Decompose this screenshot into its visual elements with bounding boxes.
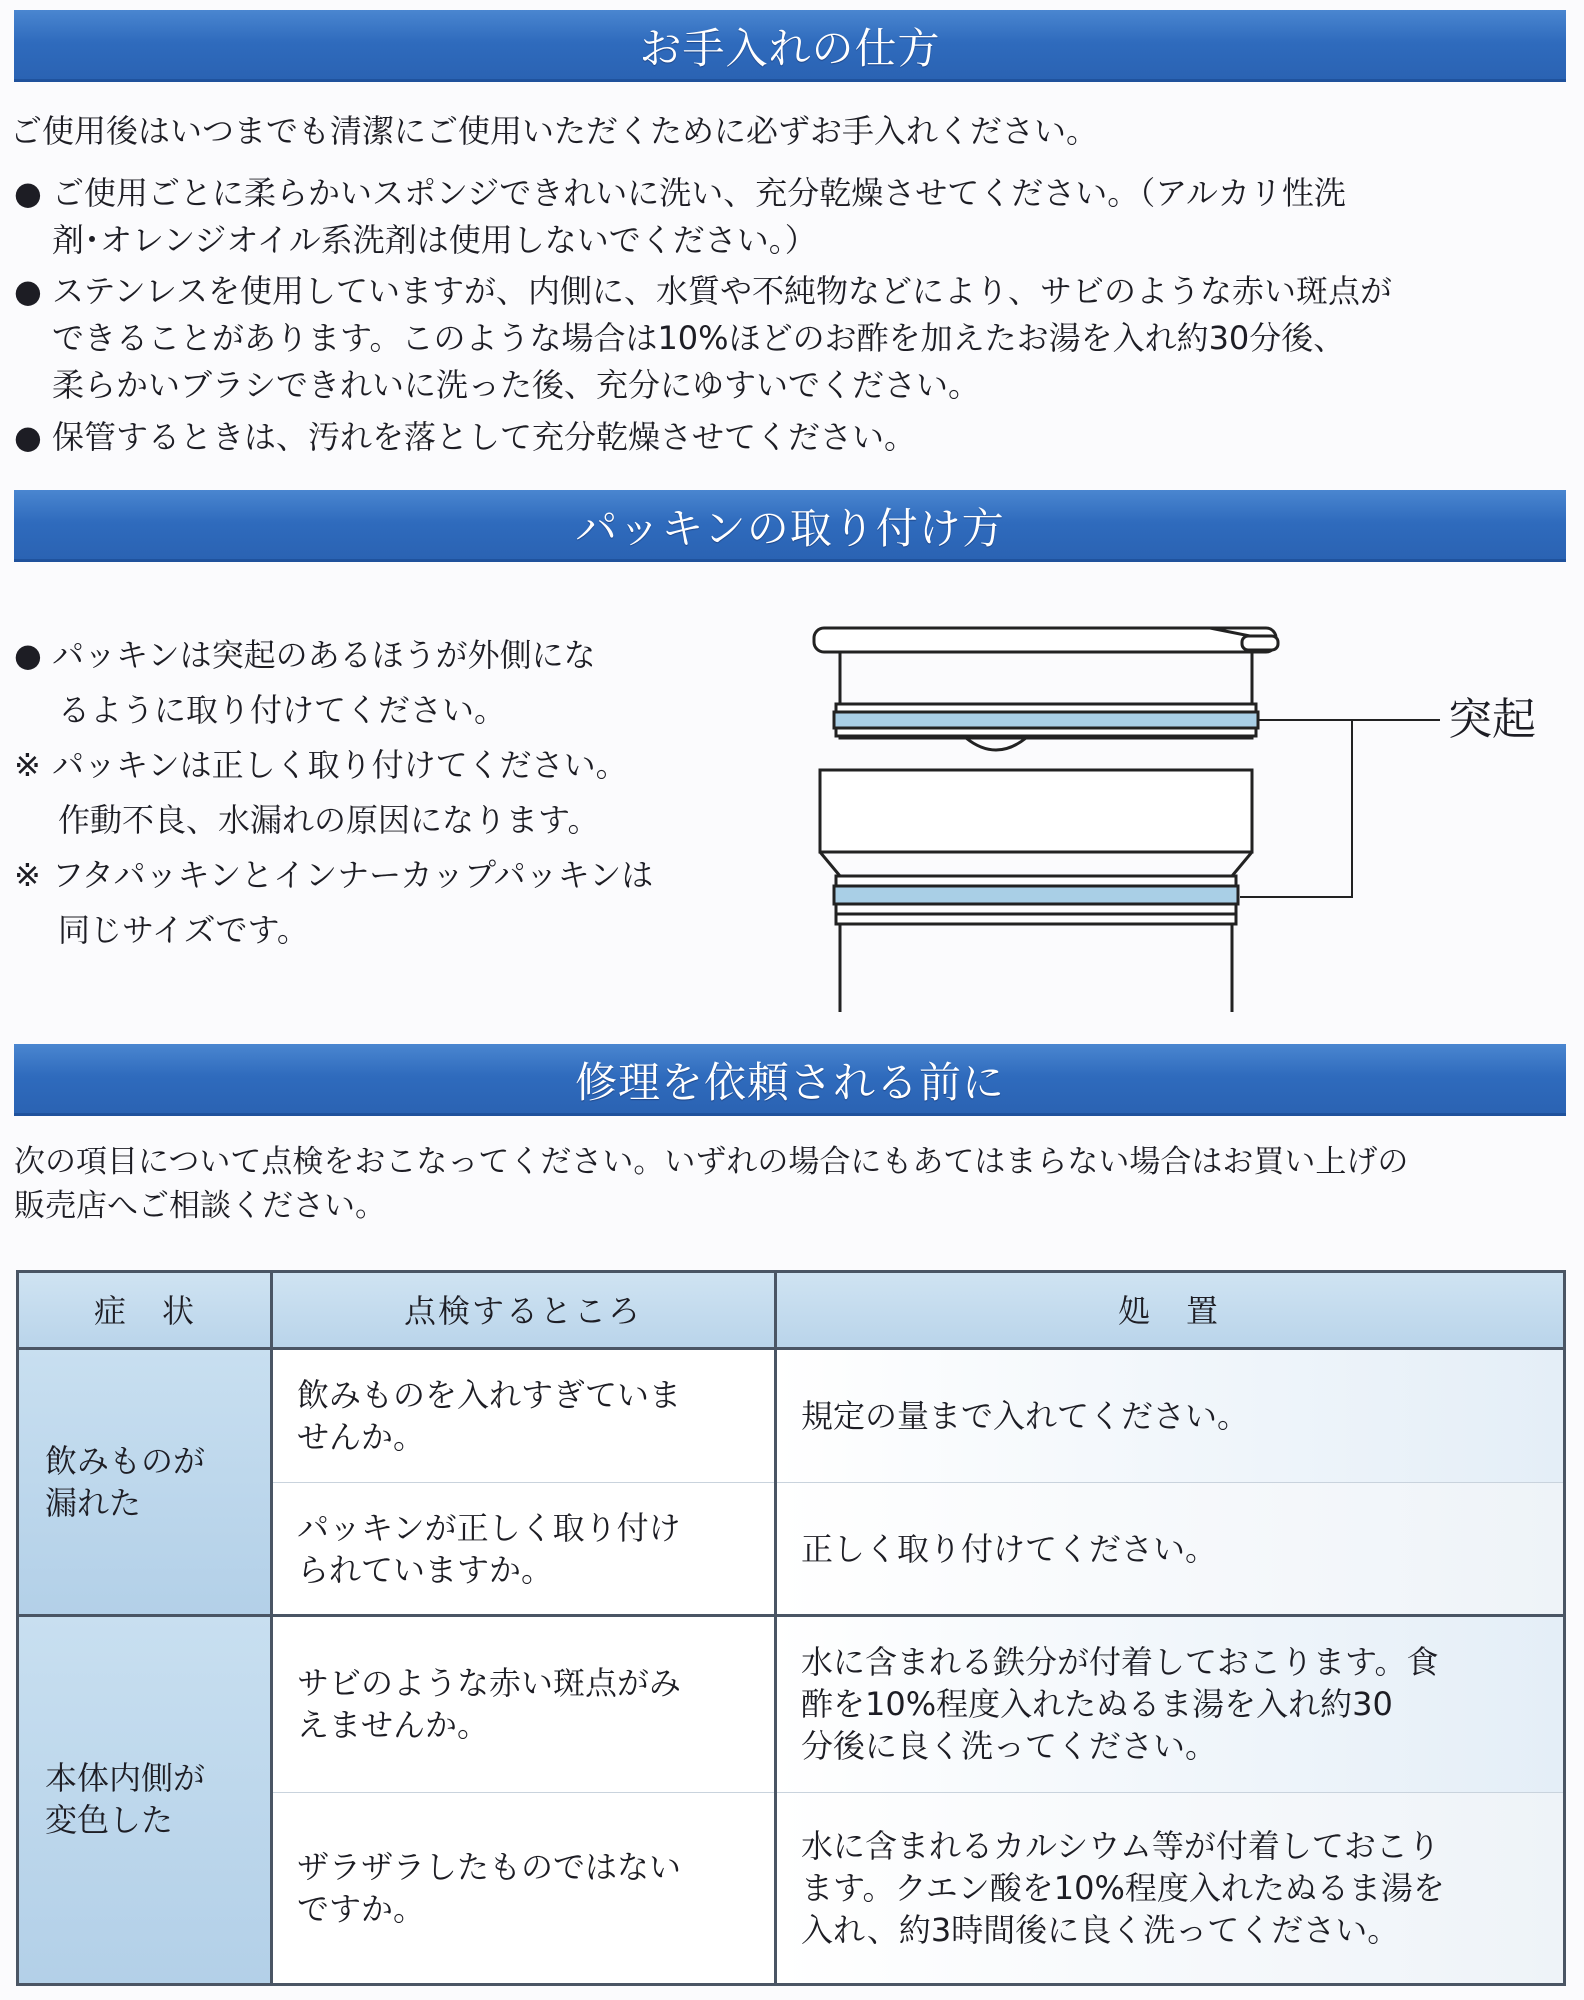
table-rule — [19, 1347, 1563, 1350]
remedy-text: 酢を10%程度入れたぬるま湯を入れ約30 — [801, 1685, 1393, 1723]
check-text: サビのような赤い斑点がみ — [297, 1664, 682, 1702]
care-bullet-2-line-1: ステンレスを使用していますが、内側に、水質や不純物などにより、サビのような赤い斑点が — [52, 272, 1393, 310]
remedy-cell — [775, 1615, 1563, 1793]
bullet-mark: ● — [14, 636, 42, 674]
care-title: お手入れの仕方 — [639, 24, 941, 73]
symptom-text: 飲みものが — [45, 1442, 206, 1480]
body-illustration — [820, 770, 1252, 1012]
gasket-diagram — [800, 612, 1560, 1012]
gasket-section-banner — [14, 490, 1566, 562]
remedy-text: 入れ、約3時間後に良く洗ってください。 — [801, 1911, 1400, 1949]
remedy-text: 分後に良く洗ってください。 — [801, 1727, 1218, 1765]
gasket-note-line — [14, 793, 754, 848]
care-bullet-3 — [14, 414, 1566, 461]
remedy-text: 水に含まれるカルシウム等が付着しておこり — [801, 1827, 1440, 1865]
gasket-note-text: 作動不良、水漏れの原因になります。 — [58, 801, 600, 839]
care-bullet-1-line-2: 剤･オレンジオイル系洗剤は使用しないでください。） — [52, 221, 817, 259]
table-rule — [271, 1482, 1563, 1483]
table-rule — [271, 1792, 1563, 1793]
table-rule — [270, 1273, 273, 1983]
symptom-cell — [19, 1615, 271, 1983]
repair-intro-line-2: 販売店へご相談ください。 — [14, 1188, 386, 1224]
callout-lines — [1240, 720, 1440, 897]
gasket-note-text: パッキンは突起のあるほうが外側にな — [52, 636, 596, 674]
gasket-title: パッキンの取り付け方 — [575, 504, 1005, 553]
gasket-note-text: フタパッキンとインナーカップパッキンは — [52, 856, 654, 894]
care-bullet-3-line-1: 保管するときは、汚れを落として充分乾燥させてください。 — [52, 418, 917, 456]
check-text: パッキンが正しく取り付け — [297, 1509, 681, 1547]
check-text: ですか。 — [297, 1890, 426, 1928]
remedy-cell — [775, 1349, 1563, 1483]
remedy-text: 規定の量まで入れてください。 — [801, 1397, 1250, 1435]
gasket-note-line — [14, 903, 754, 958]
gasket-note-text: パッキンは正しく取り付けてください。 — [52, 746, 628, 784]
check-text: せんか。 — [297, 1418, 426, 1456]
remedy-text: 水に含まれる鉄分が付着しておこります。食 — [801, 1643, 1439, 1681]
header-remedy: 処 置 — [775, 1273, 1563, 1349]
bullet-mark: ● — [14, 418, 42, 456]
check-text: ザラザラしたものではない — [297, 1848, 682, 1886]
repair-title: 修理を依頼される前に — [574, 1058, 1005, 1107]
gasket-note-line — [14, 848, 754, 903]
bullet-mark: ● — [14, 174, 42, 212]
care-bullet-2 — [14, 268, 1566, 409]
gasket-note-line — [14, 683, 754, 738]
check-cell — [271, 1349, 775, 1483]
table-rule — [19, 1614, 1563, 1617]
header-symptom: 症 状 — [19, 1273, 271, 1349]
remedy-cell — [775, 1793, 1563, 1983]
gasket-notes — [14, 628, 754, 958]
remedy-text: ます。クエン酸を10%程度入れたぬるま湯を — [801, 1869, 1445, 1907]
lid-illustration — [814, 628, 1278, 750]
gasket-note-text: るように取り付けてください。 — [58, 691, 507, 729]
check-text: 飲みものを入れすぎていま — [297, 1376, 682, 1414]
troubleshooting-table — [16, 1270, 1566, 1986]
check-cell — [271, 1615, 775, 1793]
symptom-cell — [19, 1349, 271, 1615]
check-cell — [271, 1793, 775, 1983]
check-text: られていますか。 — [297, 1551, 554, 1589]
check-text: えませんか。 — [297, 1706, 490, 1744]
header-check: 点検するところ — [271, 1273, 775, 1349]
bullet-mark: ● — [14, 272, 42, 310]
check-cell — [271, 1483, 775, 1615]
gasket-note-text: 同じサイズです。 — [58, 911, 309, 949]
repair-intro-line-1: 次の項目について点検をおこなってください。いずれの場合にもあてはまらない場合はお買い上げの — [14, 1144, 1409, 1180]
repair-section-banner — [14, 1044, 1566, 1116]
gasket-note-line — [14, 628, 754, 683]
lid-gasket — [834, 712, 1258, 728]
remedy-cell — [775, 1483, 1563, 1615]
care-section-banner — [14, 10, 1566, 82]
symptom-text: 漏れた — [45, 1484, 142, 1522]
care-bullet-2-line-3: 柔らかいブラシできれいに洗った後、充分にゆすいでください。 — [52, 366, 981, 404]
care-bullet-2-line-2: できることがあります。このような場合は10%ほどのお酢を加えたお湯を入れ約30分後、 — [52, 319, 1346, 357]
care-intro: ご使用後はいつまでも清潔にご使用いただくために必ずお手入れください。 — [10, 112, 1099, 150]
care-bullet-1 — [14, 170, 1566, 264]
symptom-text: 変色した — [45, 1801, 174, 1839]
symptom-text: 本体内側が — [45, 1759, 206, 1797]
care-bullet-1-line-1: ご使用ごとに柔らかいスポンジできれいに洗い、充分乾燥させてください。（アルカリ性洗 — [52, 174, 1346, 212]
note-mark: ※ — [14, 856, 41, 894]
protrusion-label: 突起 — [1448, 694, 1536, 745]
note-mark: ※ — [14, 746, 41, 784]
body-gasket — [834, 886, 1238, 904]
gasket-note-line — [14, 738, 754, 793]
table-rule — [774, 1273, 777, 1983]
remedy-text: 正しく取り付けてください。 — [801, 1530, 1218, 1568]
